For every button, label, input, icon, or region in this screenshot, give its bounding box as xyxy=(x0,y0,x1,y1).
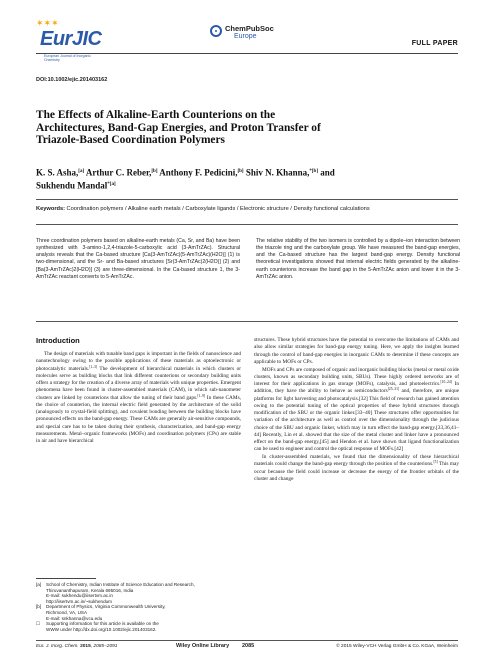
citation-ref: [1–3] xyxy=(89,364,97,369)
author-separator: and xyxy=(318,167,335,178)
paragraph-text: The design of materials with tunable band gaps is important in the fields of nanoscience and nanotechnology owing to the possible applications of these materials as optoelectronic or photocatalytic materials. xyxy=(36,351,241,372)
author-affiliation: [b] xyxy=(237,169,244,174)
star-icon: ✶✶✶ xyxy=(36,19,59,29)
body-column-left xyxy=(36,351,241,446)
body-column-right xyxy=(254,337,459,484)
keywords-text: Coordination polymers / Alkaline earth metals / Carboxylate ligands / Electronic structure / Density functional calculations xyxy=(66,206,370,212)
body-paragraph xyxy=(254,454,459,483)
author-affiliation: [a] xyxy=(78,169,85,174)
footnote xyxy=(36,604,241,621)
abstract-left: Three coordination polymers based on alkaline-earth metals (Ca, Sr, and Ba) have been synthesized with 3-amino-1,2,4-triazole-5-carboxylic acid (3-AmTrZAc). Structural analysis reveals that the Ca-based structure [Ca(3-AmTrZAc)(5-AmTrZAc)(H2O)] (1) is two-dimensional, and the Sr- and Ba-based structures [Sr(3-AmTrZAc)2(H2O)] (2) and [Ba(3-AmTrZAc)2(H2O)] (3) are three-dimensional. In the Ca-based structure 1, the 3-AmTrZAc reactant converts to 5-AmTrZAc. xyxy=(36,238,240,280)
keywords-top-divider xyxy=(36,199,458,200)
author-list xyxy=(36,166,356,192)
citation-ref: [25–31] xyxy=(387,387,400,392)
publisher-mark-icon xyxy=(210,25,222,37)
paragraph-text: This may occur because the field could increase or decrease the energy of the frontier orbitals of the cluster and change xyxy=(254,461,459,482)
footnote-tag: [a] xyxy=(36,582,42,587)
keywords xyxy=(36,205,458,213)
footer-library[interactable]: Wiley Online Library xyxy=(176,643,230,649)
author-name: Arthur C. Reber, xyxy=(85,167,152,178)
footer-citation xyxy=(36,644,117,649)
journal-logo-subtitle: European Journal of Inorganic Chemistry xyxy=(44,54,91,62)
paragraph-text: The development of hierarchical materials in which clusters or molecules serve as building blocks that link different counterions or secondary building units offers a strategy for the creation of a diverse array of materials with unique properties. Emergent phenomena have been found in cluster-assembled materials (CAM), in which sub-nanometer clusters are linked by counterions that allow the tuning of their band gaps. xyxy=(36,365,241,401)
footer-divider xyxy=(36,640,458,641)
footer-year: 2015 xyxy=(80,644,91,649)
body-paragraph xyxy=(254,367,459,454)
citation-ref: [5] xyxy=(433,460,438,465)
author-affiliation: [b] xyxy=(151,169,158,174)
footer-copyright: © 2015 Wiley-VCH Verlag GmbH & Co. KGaA, Weinheim xyxy=(336,644,458,649)
citation-ref: [1–9] xyxy=(197,393,206,398)
abstract-right: The relative stability of the two isomers is controlled by a dipole–ion interaction between the triazole ring and the carboxylate group. We have measured the band-gap energies, and the Ca-based structure has the largest band-gap energy. Density functional theoretical investigations showed that internal electric fields generated by the alkaline-earth counterions increase the band gap in the 5-AmTrZAc anion and lower it in the 3-AmTrZAc anion. xyxy=(256,238,460,280)
footer-pages: , 2085–2091 xyxy=(90,644,118,649)
footnotes xyxy=(36,582,241,632)
section-heading-introduction: Introduction xyxy=(36,336,80,345)
footer-journal: Eur. J. Inorg. Chem. xyxy=(36,644,79,649)
footnote-divider xyxy=(36,578,96,579)
footnote-tag: [b] xyxy=(36,604,42,610)
author-name: Shiv N. Khanna, xyxy=(245,167,310,178)
author-name: K. S. Asha, xyxy=(36,167,79,178)
body-paragraph xyxy=(254,337,459,366)
paragraph-text: MOFs and CPs are composed of organic and inorganic building blocks (metal or metal oxide clusters, known as secondary building units, SBUs). These highly ordered networks are of interest for their applications in gas storage (MOFs), catalysis, and photoelectrics. xyxy=(254,366,459,388)
publisher-logo xyxy=(210,24,290,46)
keywords-label: Keywords: xyxy=(36,206,66,212)
journal-logo xyxy=(36,20,106,60)
author-affiliation: *[b] xyxy=(309,169,318,174)
citation-ref: [10–24] xyxy=(440,379,452,384)
paragraph-text: In addition, they have the ability to behave as semiconductors xyxy=(254,381,459,395)
body-paragraph xyxy=(36,351,241,445)
paragraph-text: In these CAMs, the choice of counterion, the internal electric field generated by the architecture of the solid (analogously to crystal-field splitting), and covalent bonding between the building blocks have pronounced effects on the band-gap energy. These CAMs are generally air-sensitive compounds, and special care has to be taken during their synthesis, characterization, and band-gap energy measurements. Metal–organic frameworks (MOFs) and coordination polymers (CPs) are stable in air and have hierarchical xyxy=(36,394,241,444)
paragraph-text: structures. These hybrid structures have the potential to overcome the limitations of CAMs and also allow similar strategies for band-gap energy tuning. Here, we apply the insights learned through the control of band-gap energies in inorganic CAMs to determine if these concepts are applicable to MOFs or CPs. xyxy=(254,337,459,365)
article-type: FULL PAPER xyxy=(411,40,458,47)
footnote xyxy=(36,621,241,632)
publisher-name: ChemPubSoc xyxy=(225,24,274,33)
abstract-divider xyxy=(36,321,458,322)
paragraph-text: and, therefore, are unique platforms for light harvesting and photocatalysis.[32] This field of research has gained attention owing to the potential tuning of the optical properties of these hybrid structures through modification of the SBU or the organic linker.[33–40] These structures offer opportunities for variation of the architecture as well as control over the dimensionality through the judicious choice of the SBU and organic linker, which may in turn effect the band-gap energy.[33,36,41–44] Recently, Lin et al. showed that the size of the metal cluster and linker have a pronounced effect on the band-gap energy,[45] and Hendon et al. have shown that ligand functionalization can be used to engineer and control the optical response of MOFs.[42] xyxy=(254,388,459,453)
footnote-text: Department of Physics, Virginia Commonwealth University, Richmond, VA, USA E-mail: snkhanna@vcu.edu xyxy=(46,604,166,621)
paragraph-text: In cluster-assembled materials, we found that the dimensionality of these hierarchical materials could change the band-gap energy through the position of the counterions. xyxy=(254,454,459,468)
doi[interactable]: DOI:10.1002/ejic.201403162 xyxy=(36,77,108,83)
author-affiliation: *[a] xyxy=(107,182,116,187)
footnote xyxy=(36,582,241,604)
footnote-text: School of Chemistry, Indian Institute of Science Education and Research, Thiruvananthapuram, Kerala 695016, India E-mail: sukhendu@iisertvm.ac.in http://iisertvm.ac.in/~sukhendum xyxy=(46,582,195,604)
footnote-text: Supporting information for this article is available on the WWW under http://dx.doi.org/10.1002/ejic.201403162. xyxy=(46,621,159,632)
publisher-region: Europe xyxy=(234,33,257,40)
author-name: Anthony F. Pedicini, xyxy=(159,167,238,178)
journal-logo-text: EurJIC xyxy=(40,28,102,50)
header-divider xyxy=(36,53,458,54)
keywords-bottom-divider xyxy=(36,224,458,225)
page-number: 2085 xyxy=(242,643,255,649)
author-name: Sukhendu Mandal xyxy=(36,180,108,191)
article-title: The Effects of Alkaline-Earth Counterions on the Architectures, Band-Gap Energies, and Proton Transfer of Triazole-Based Coordination Polymers xyxy=(36,109,321,146)
footnote-tag: ☐ xyxy=(36,621,41,627)
